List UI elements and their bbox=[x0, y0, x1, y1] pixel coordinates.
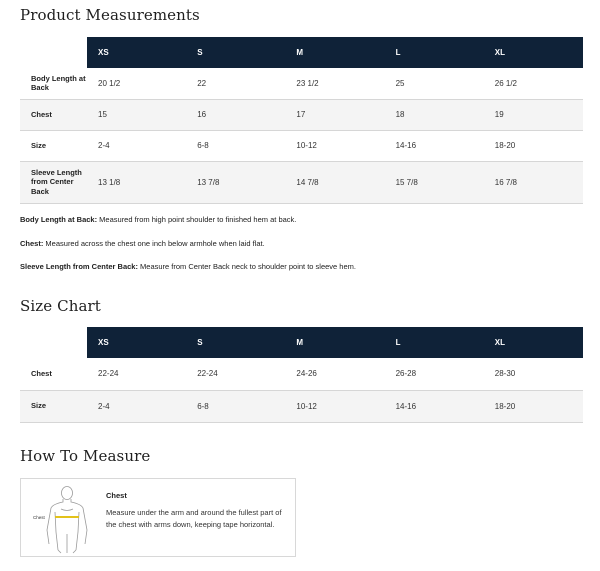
row-label-size: Size bbox=[31, 140, 47, 150]
table-row bbox=[20, 130, 583, 161]
card-title: Chest bbox=[106, 491, 127, 500]
table-cell: 2-4 bbox=[98, 141, 110, 150]
definition-term: Chest: bbox=[20, 239, 44, 248]
table-cell: 10-12 bbox=[296, 401, 317, 411]
table-cell: 2-4 bbox=[98, 401, 110, 411]
table-cell: 14-16 bbox=[395, 141, 417, 150]
table-cell: 19 bbox=[494, 110, 504, 119]
definition-chest bbox=[20, 239, 265, 248]
measure-card-chest bbox=[20, 478, 296, 557]
table-cell: 15 bbox=[98, 110, 107, 119]
definition-body-length bbox=[20, 215, 296, 224]
table-cell: 25 bbox=[395, 78, 405, 88]
table-cell: 18 bbox=[395, 110, 405, 119]
table-cell: 13 1/8 bbox=[98, 177, 121, 187]
size-header-l: L bbox=[385, 37, 484, 68]
table-cell: 18-20 bbox=[494, 401, 516, 411]
table-row bbox=[20, 390, 583, 422]
size-header-xs: XS bbox=[87, 327, 186, 358]
table-cell: 26-28 bbox=[395, 369, 417, 379]
table-header-row bbox=[20, 37, 583, 68]
size-header-xl: XL bbox=[484, 327, 583, 358]
size-chart-title: Size Chart bbox=[20, 297, 101, 315]
table-cell: 10-12 bbox=[296, 141, 317, 150]
table-corner-cell bbox=[20, 37, 87, 68]
card-description: Measure under the arm and around the fullest part of the chest with arms down, keeping tape horizontal. bbox=[106, 508, 282, 529]
table-header-row bbox=[20, 327, 583, 358]
table-cell: 22-24 bbox=[197, 369, 218, 379]
how-to-measure-title: How To Measure bbox=[20, 447, 151, 465]
table-cell: 23 1/2 bbox=[296, 78, 319, 88]
size-header-m: M bbox=[285, 37, 384, 68]
table-row bbox=[20, 68, 583, 99]
torso-figure-icon bbox=[31, 484, 103, 554]
size-header-s: S bbox=[186, 37, 285, 68]
table-row bbox=[20, 161, 583, 203]
table-cell: 15 7/8 bbox=[395, 177, 418, 187]
size-chart-table bbox=[20, 327, 583, 423]
size-header-m: M bbox=[285, 327, 384, 358]
table-cell: 28-30 bbox=[494, 369, 516, 379]
table-cell: 16 7/8 bbox=[494, 177, 517, 187]
product-measurements-title: Product Measurements bbox=[20, 6, 200, 24]
table-cell: 22 bbox=[197, 78, 207, 88]
table-cell: 22-24 bbox=[98, 369, 119, 379]
figure-label: Chest bbox=[33, 515, 45, 520]
definition-text: Measured across the chest one inch below armhole when laid flat. bbox=[43, 239, 265, 248]
table-cell: 26 1/2 bbox=[494, 78, 517, 88]
table-cell: 6-8 bbox=[197, 401, 209, 411]
table-cell: 6-8 bbox=[197, 141, 209, 150]
row-label-sleeve-length: Sleeve Length from Center Back bbox=[31, 167, 82, 196]
table-cell: 13 7/8 bbox=[197, 177, 220, 187]
table-row bbox=[20, 99, 583, 130]
row-label-size: Size bbox=[31, 401, 47, 411]
row-label-chest: Chest bbox=[31, 109, 52, 119]
table-cell: 24-26 bbox=[296, 369, 317, 379]
table-cell: 18-20 bbox=[494, 141, 516, 150]
table-cell: 14 7/8 bbox=[296, 177, 319, 187]
size-header-s: S bbox=[186, 327, 285, 358]
size-header-l: L bbox=[385, 327, 484, 358]
definition-text: Measure from Center Back neck to shoulder point to sleeve hem. bbox=[137, 262, 356, 271]
definition-sleeve-length bbox=[20, 262, 356, 271]
product-measurements-table bbox=[20, 37, 583, 204]
row-label-chest: Chest bbox=[31, 369, 52, 379]
table-row bbox=[20, 358, 583, 390]
table-corner-cell bbox=[20, 327, 87, 358]
size-header-xl: XL bbox=[484, 37, 583, 68]
definition-text: Measured from high point shoulder to finished hem at back. bbox=[97, 215, 297, 224]
table-cell: 14-16 bbox=[395, 401, 417, 411]
table-cell: 17 bbox=[296, 110, 306, 119]
definition-term: Sleeve Length from Center Back: bbox=[20, 262, 138, 271]
definition-term: Body Length at Back: bbox=[20, 215, 98, 224]
size-header-xs: XS bbox=[87, 37, 186, 68]
table-cell: 16 bbox=[197, 110, 207, 119]
row-label-body-length: Body Length at Back bbox=[31, 73, 86, 93]
table-cell: 20 1/2 bbox=[98, 78, 121, 88]
